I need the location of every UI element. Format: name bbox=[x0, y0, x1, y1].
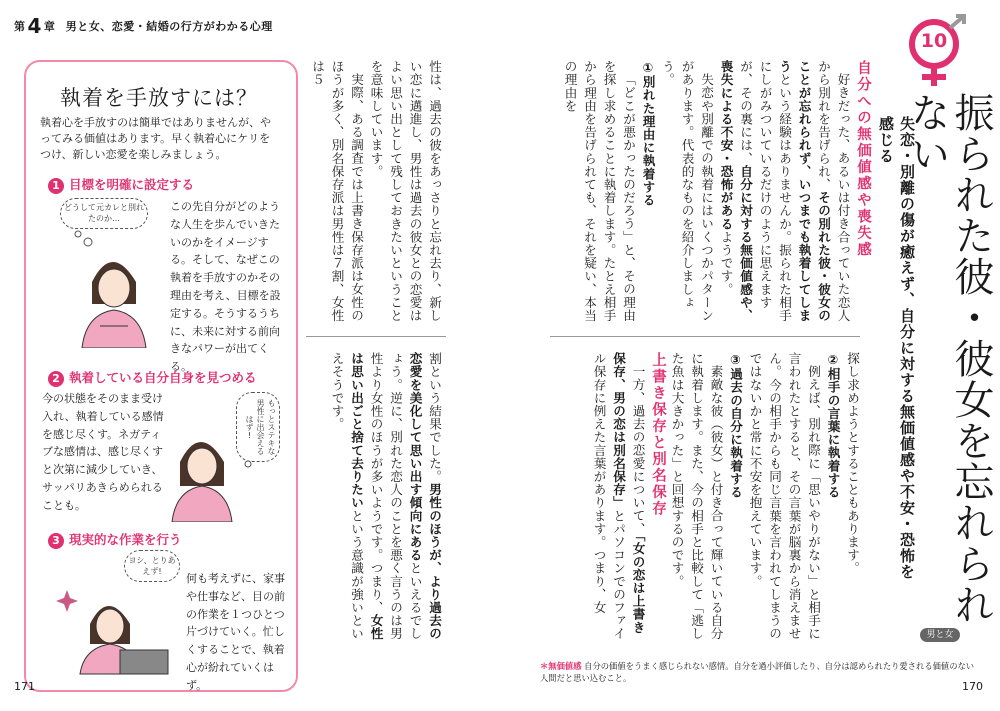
section-title: 振られた彼・彼女を忘れられない bbox=[904, 92, 994, 625]
paragraph: 実際、ある調査では上書き保存派は女性のほうが多く、別名保存派は男性は７割、女性は５ bbox=[310, 60, 364, 322]
column-divider bbox=[550, 336, 860, 337]
left-page-lower-text bbox=[316, 352, 444, 642]
section-number: 10 bbox=[920, 30, 948, 52]
pattern-2-heading: ②相手の言葉に執着する bbox=[825, 352, 841, 499]
chapter-prefix: 第 bbox=[14, 20, 26, 33]
footnote bbox=[540, 660, 980, 684]
right-page-upper-text bbox=[556, 60, 872, 322]
paragraph: 性は、過去の彼をあっさりと忘れ去り、新しい恋に邁進し、男性は過去の彼女との恋愛はよい思い出として残しておきたいということを意味しています。 bbox=[368, 60, 442, 322]
paragraph: 探し求めようとすることもあります。 bbox=[845, 352, 860, 575]
tips-intro: 執着心を手放すのは簡単ではありませんが、やってみる価値はあります。早く執着心にケリをつけ、新しい恋愛を楽しみましょう。 bbox=[40, 116, 271, 161]
female-symbol-icon bbox=[906, 14, 970, 90]
column-divider bbox=[306, 336, 446, 337]
step-2-bubble-text: もっとステキな男性に出会えるはず! bbox=[245, 399, 276, 455]
step-2-body: 今の状態をそのまま受け入れ、執着している感情を感じ尽くす。ネガティブな感情は、感じ尽くすと次第に減少していき、サッパリあきらめられることも。 bbox=[42, 392, 164, 512]
step-3-body: 何も考えずに、家事や仕事など、目の前の作業を１つひとつ片づけていく。忙しくすることで、執着心が紛れていくはず。 bbox=[186, 572, 285, 692]
paragraph: 失恋や別離での執着にはいくつかパターンがあります。代表的なものを紹介しましょう。 bbox=[660, 60, 714, 322]
paragraph: 素敵な彼（彼女）と付き合って輝いている自分に執着します。また、今の相手と比較して「逃した魚は大きかった」と回想するのです。 bbox=[669, 352, 724, 641]
step-3-title: 現実的な作業を行う bbox=[69, 532, 182, 547]
tips-title: 執着を手放すには？ bbox=[60, 86, 258, 110]
step-1-bubble-text: どうして元カレと別れたのか… bbox=[64, 203, 144, 223]
pattern-1-heading: ①別れた理由に執着する bbox=[640, 60, 656, 207]
category-tag: 男と女 bbox=[920, 628, 960, 642]
step-3-number: 3 bbox=[48, 533, 64, 549]
section-heading-1: 自分への無価値感や喪失感 bbox=[855, 60, 871, 258]
paragraph: 割という結果でした。男性のほうが、より過去の恋愛を美化して思い出す傾向にあるといえるでしょう。逆に、別れた恋人のことを悪く言うのは男性より女性のほうが多いようです。つまり、女性は思い出ごと捨て去りたいという意識が強いといえそうです。 bbox=[329, 352, 442, 641]
step-1-body: この先自分がどのような人生を歩んでいきたいのかをイメージする。そして、なぜこの執着を手放すのかその理由を考え、目標を設定する。そうするうちに、未来に対する前向きなパワーが出てくる。 bbox=[170, 200, 281, 374]
woman-hopeful-illustration bbox=[170, 412, 270, 522]
chapter-header bbox=[14, 14, 273, 38]
page-number-left: 171 bbox=[14, 680, 35, 693]
step-1-number: 1 bbox=[48, 178, 64, 194]
footnote-text: 自分の価値をうまく感じられない感情。自分を過小評価したり、自分は認められたり愛される価値のない人間だと思い込むこと。 bbox=[540, 661, 975, 683]
section-subtitle: 失恋・別離の傷が癒えず、自分に対する無価値感や不安・恐怖を感じる bbox=[877, 116, 916, 580]
pattern-3-heading: ③過去の自分に執着する bbox=[728, 352, 743, 499]
step-1-heading bbox=[48, 175, 194, 194]
chapter-suffix: 章 bbox=[43, 20, 56, 33]
woman-thinking-illustration bbox=[62, 228, 162, 348]
page-number-right: 170 bbox=[962, 680, 983, 693]
chapter-title: 男と女、恋愛・結婚の行方がわかる心理 bbox=[65, 20, 273, 33]
step-2-title: 執着している自分自身を見つめる bbox=[69, 370, 257, 385]
step-3-heading bbox=[48, 530, 182, 549]
footnote-mark: ＊無価値感 bbox=[540, 661, 582, 671]
woman-at-laptop-illustration bbox=[50, 578, 178, 678]
left-page-upper-text bbox=[306, 60, 444, 322]
paragraph: 「どこが悪かったのだろう」と、その理由を探し求めることに執着します。たとえ相手から理由を告げられても、それを疑い、本当の理由を bbox=[562, 60, 636, 322]
chapter-number: 4 bbox=[27, 14, 42, 38]
step-2-number: 2 bbox=[48, 371, 64, 387]
paragraph: 一方、過去の恋愛について、「女の恋は上書き保存、男の恋は別名保存」とパソコンでのファイル保存に例えた言葉があります。つまり、女 bbox=[591, 352, 646, 641]
paragraph: 好きだった、あるいは付き合っていた恋人から別れを告げられ、その別れた彼・彼女のことが忘れられず、いつまでも執着してしまうという経験はありませんか。振られた相手にしがみついているだけのように思えますが、その裏には、自分に対する無価値感や、喪失による不安・恐怖があるようです。 bbox=[718, 60, 851, 323]
right-page-lower-text bbox=[556, 352, 862, 642]
paragraph: 例えば、別れ際に「思いやりがない」と相手に言われたとすると、その言葉が脳裏から消えません。今の相手からも同じ言葉を言われてしまうのではないかと常に不安を抱えています。 bbox=[747, 352, 821, 641]
step-1-thought-bubble bbox=[60, 198, 148, 229]
step-3-bubble-text: ヨシ、とりあえず! bbox=[128, 556, 176, 576]
step-1-title: 目標を明確に設定する bbox=[69, 177, 195, 192]
section-heading-2: 上書き保存と別名保存 bbox=[650, 352, 666, 517]
step-2-heading bbox=[48, 368, 257, 387]
